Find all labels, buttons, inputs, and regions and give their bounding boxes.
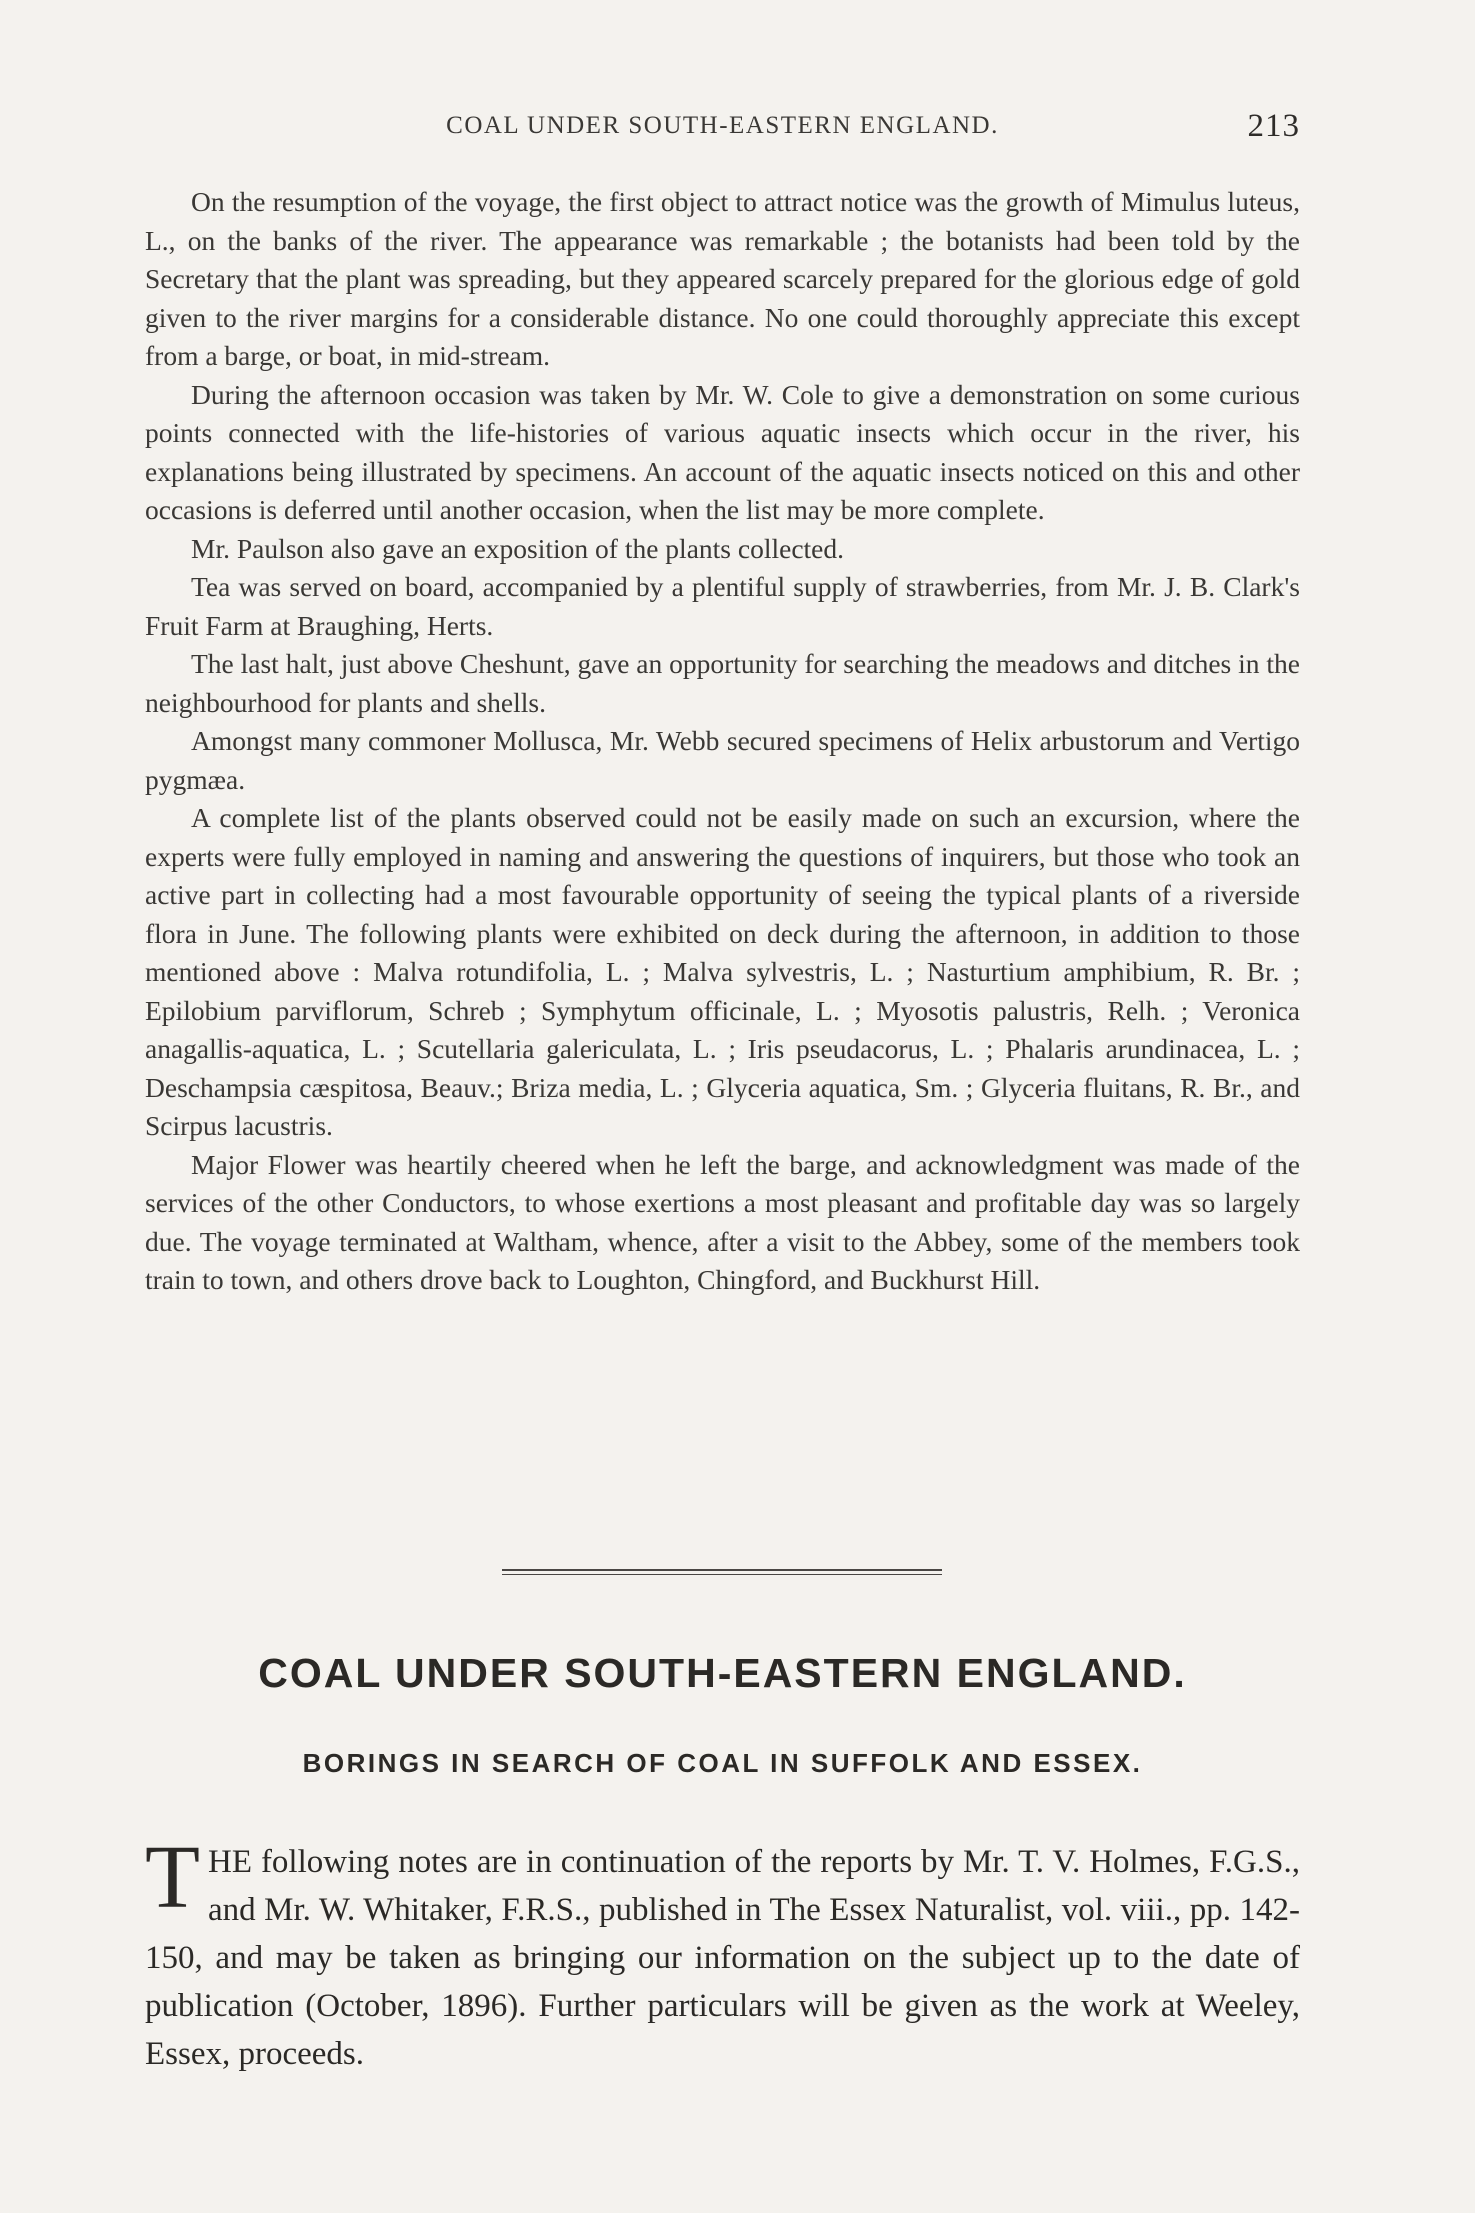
- paragraph: On the resumption of the voyage, the first object to attract notice was the growth of Mimulus luteus, L., on the banks of the river. The appearance was remarkable ; the botanists had been told by the Secretary that the plant was spreading, but they appeared scarcely prepared for the glorious edge of gold given to the river margins for a considerable distance. No one could thoroughly appreciate this except from a barge, or boat, in mid-stream.: [145, 186, 1300, 371]
- section-title: COAL UNDER SOUTH-EASTERN ENGLAND.: [258, 1650, 1187, 1696]
- section-subtitle: BORINGS IN SEARCH OF COAL IN SUFFOLK AND ESSEX.: [302, 1748, 1143, 1778]
- paragraph: Major Flower was heartily cheered when he left the barge, and acknowledgment was made of the services of the other Conductors, to whose exertions a most pleasant and profitable day was so largely due. The voyage terminated at Waltham, whence, after a visit to the Abbey, some of the members took train to town, and others drove back to Loughton, Chingford, and Buckhurst Hill.: [145, 1148, 1300, 1295]
- paragraph: Mr. Paulson also gave an exposition of the plants collected.: [191, 532, 844, 564]
- paragraph: Tea was served on board, accompanied by a plentiful supply of strawberries, from Mr. J. B. Clark's Fruit Farm at Braughing, Herts.: [145, 571, 1300, 641]
- paragraph: The last halt, just above Cheshunt, gave an opportunity for searching the meadows and ditches in the neighbourhood for plants and shells.: [145, 648, 1300, 718]
- running-head: [145, 108, 1300, 148]
- lead-paragraph: [145, 1828, 1300, 2078]
- paragraph: A complete list of the plants observed could not be easily made on such an excursion, where the experts were fully employed in naming and answering the questions of inquirers, but those who took an active part in collecting had a most favourable opportunity of seeing the typical plants of a riverside flora in June. The following plants were exhibited on deck during the afternoon, in addition to those mentioned above : Malva rotundifolia, L. ; Malva sylvestris, L. ; Nasturtium amphibium, R. Br. ; Epilobium parviflorum, Schreb ; Symphytum officinale, L. ; Myosotis palustris, Relh. ; Veronica anagallis-aquatica, L. ; Scutellaria galericulata, L. ; Iris pseudacorus, L. ; Phalaris arundinacea, L. ; Deschampsia cæspitosa, Beauv.; Briza media, L. ; Glyceria aquatica, Sm. ; Glyceria fluitans, R. Br., and Scirpus lacustris.: [145, 802, 1300, 1141]
- divider-line: [502, 1574, 942, 1575]
- body-text: [145, 183, 1300, 1300]
- paragraph: During the afternoon occasion was taken by Mr. W. Cole to give a demonstration on some curious points connected with the life-histories of various aquatic insects which occur in the river, his explanations being illustrated by specimens. An account of the aquatic insects noticed on this and other occasions is deferred until another occasion, when the list may be more complete.: [145, 378, 1300, 525]
- divider-line: [502, 1569, 942, 1571]
- section-divider: [502, 1569, 942, 1577]
- lead-text: HE following notes are in continuation of the reports by Mr. T. V. Holmes, F.G.S., and Mr. W. Whitaker, F.R.S., published in The Essex Naturalist, vol. viii., pp. 142-150, and may be taken as bringing our information on the subject up to the date of publication (October, 1896). Further particulars will be given as the work at Weeley, Essex, proceeds.: [145, 1844, 1300, 2072]
- page-number: 213: [1247, 108, 1300, 144]
- running-title: COAL UNDER SOUTH-EASTERN ENGLAND.: [446, 112, 999, 139]
- drop-cap: T: [145, 1828, 200, 1927]
- paragraph: Amongst many commoner Mollusca, Mr. Webb secured specimens of Helix arbustorum and Vertigo pygmæa.: [145, 725, 1300, 795]
